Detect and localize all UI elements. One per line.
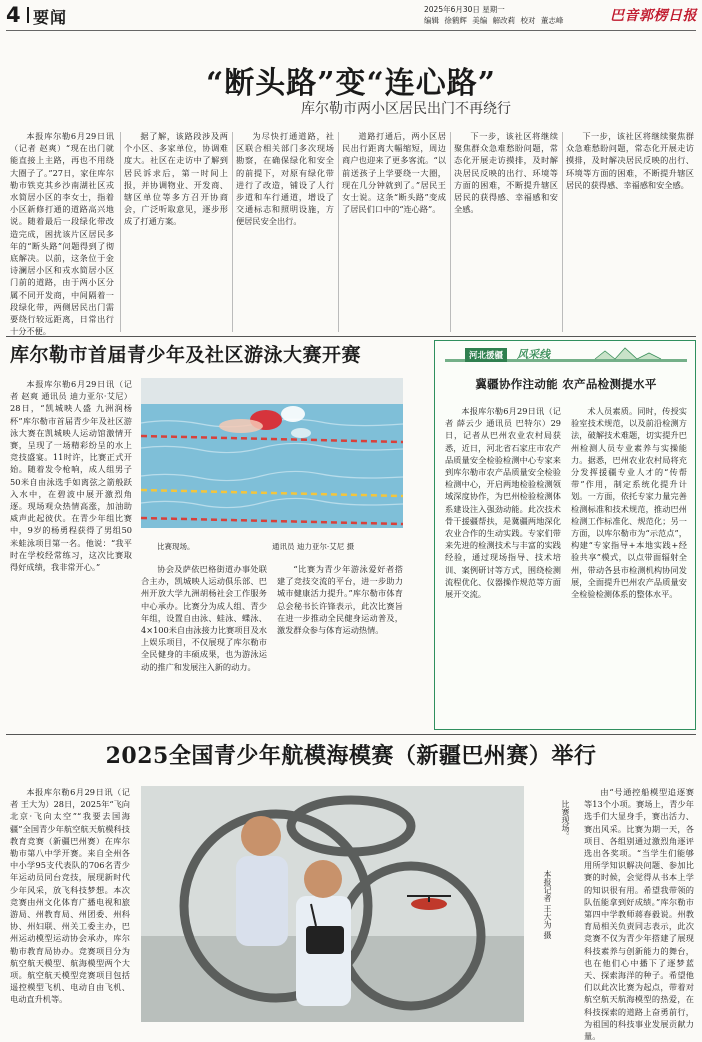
- sidebar-banner: [445, 345, 687, 367]
- sidebar-tag-secondary: 风采线: [517, 348, 550, 361]
- article3-photo-credit: [536, 800, 580, 960]
- page-header: [6, 4, 696, 28]
- article3-column: [10, 786, 130, 1024]
- editorial-credits: 编辑 徐鹤辉 美编 解改莉 校对 董志峰: [424, 16, 564, 25]
- article1-title: “断头路”变“连心路”: [205, 66, 497, 101]
- article2-column: [277, 563, 403, 730]
- article2-paragraph: “比赛为青少年游泳爱好者搭建了竞技交流的平台，进一步助力城市健康活力提升。”库尔勒市体育总会秘书长许锋表示，此次比赛旨在进一步推动全民健身运动普及，激发群众参与体育运动热情。: [277, 564, 403, 636]
- swimming-photo: [141, 378, 403, 528]
- article3-paragraph: 由“号通控船模型追逐赛等13个小项。赛场上，青少年选手们大显身手，赛出活力、赛出风采。比赛为期一天，各项目、各组别通过激烈角逐评选出各奖项。“当学生们能够用所学知识解决问题、参加比赛的时候，会觉得从书本上学的知识很有用。希望我带领的队伍能拿到好成绩。”库尔勒市第四中学教师蒋春毅说。州教育局相关负责同志表示，此次竞赛不仅为青少年搭建了展现科技素养与创新能力的舞台，也在他们心中播下了逐梦蓝天、探索海洋的种子。希望他们以此次比赛为起点，带着对航空航天航海模型的热爱，在科技探索的道路上奋勇前行，为祖国的科技事业发展贡献力量。: [584, 787, 694, 1042]
- article1-column: [236, 130, 334, 335]
- sidebar-hebei-aid: [434, 340, 696, 730]
- article1-paragraph: 下一步，该社区将继续聚焦群众急难愁盼问题，常态化开展走访摸排，及时解决居民反映的出行、环境等方面的困难，不断提升辖区居民的获得感、幸福感和安全感。: [566, 131, 694, 190]
- article1-column: [124, 130, 228, 335]
- sidebar-paragraph: 术人员素质。同时，传授实验室技术规范，以及前沿检测方法，破解技术难题，切实提升巴州检测人员专业素养与实操能力。据悉，巴州农业农村局将充分发挥援疆专业人才的“传帮带”作用，制定系统化提升计划。一方面，依托专家力量完善检测标准和技术规范，推动巴州检测工作标准化、规范化；另一方面，以库尔勒市为“示范点”，构建“专家指导+本地实践+经验共享”模式，以点带面辐射全州，带动各县市检测机构协同发展，全面提升巴州农产品质量安全检验检测体系的整体水平。: [571, 406, 687, 600]
- article2-column: [141, 563, 267, 730]
- article2-paragraph: 本报库尔勒6月29日讯（记者 赵爽 通讯员 迪力亚尔·艾尼）28日，“凯城映人盛 九洲润杨杯”库尔勒市首届青少年及社区游泳大赛在凯城映人运动馆激情开赛，呈现了一场精彩纷呈的水上竞技盛宴。11时许，比赛正式开始。随着发令枪响，成人组男子50米自由泳选手如离弦之箭般跃入水中，在碧波中展开激烈角逐。现场观众热情高涨，加油助威声此起彼伏。在青少年组比赛中，9岁的杨勇程获得了男组50米蛙泳项目第一名。他说：“我平时在学校经常练习，这次比赛取得好成绩，我非常开心。”: [10, 379, 132, 573]
- sidebar-title: 冀疆协作注动能 农产品检测提水平: [475, 377, 657, 391]
- article3-paragraph: 本报库尔勒6月29日讯（记者 王大为）28日，2025年“飞向北京·飞向太空”“我要去国海疆”全国青少年航空航天航模科技教育竞赛（新疆巴州赛）在库尔勒市第八中学开赛。来自全州各中小学95支代表队的706名青少年运动员同台竞技，展现新时代少年风采，放飞科技梦想。本次竞赛由州文化体育广播电视和旅游局、州教育局、州团委、州科协、州妇联、州关工委主办，巴州运动模型运动协会承办，库尔勒市教育局协办。竞赛项目分为航空航天模型、航海模型两个大项。航空航天模型竞赛项目包括遥控模型飞机、电动自由飞机、电动直升机等。: [10, 787, 130, 1005]
- photo-credit: 通讯员 迪力亚尔·艾尼 摄: [272, 542, 355, 551]
- article1-column: [566, 130, 694, 335]
- article1-column: [342, 130, 446, 335]
- article1-column: [454, 130, 558, 335]
- sidebar-paragraph: 本报库尔勒6月29日讯（记者 薛云少 通讯员 巴特尔）29日，记者从巴州农业农村局获悉，近日，河北省石家庄市农产品质量安全检验检测中心专家来到库尔勒市农产品质量安全检验检测中心，开启两地检验检测领域深度协作，为巴州检验检测体系建设注入强劲动能。此次技术骨干援疆帮扶，是冀疆两地深化农业合作的生动实践。专家们带来先进的检测技术与丰富的实践经验，通过现场指导、技术培训、案例研讨等方式，围绕检测流程优化、仪器操作规范等方面展开交流。: [445, 406, 561, 600]
- article1-subtitle: 库尔勒市两小区居民出门不再绕行: [301, 101, 511, 117]
- header-rule: [6, 30, 696, 31]
- page-number: 4: [6, 3, 21, 27]
- column-rule: [338, 132, 339, 332]
- column-rule: [450, 132, 451, 332]
- sidebar-column: [445, 405, 561, 725]
- column-rule: [562, 132, 563, 332]
- model-aircraft-photo: [141, 786, 524, 1022]
- article3-column: [584, 786, 694, 1042]
- section-name: 要闻: [33, 8, 68, 27]
- section-divider: [6, 336, 696, 337]
- header-separator: [27, 7, 29, 23]
- article2-paragraph: 协会及萨依巴格街道办事处联合主办，凯城映人运动俱乐部、巴州开放大学九洲胡杨社会工作服务中心承办。比赛分为成人组、青少年组，设置自由泳、蛙泳、蝶泳、4×100米自由泳接力比赛项目及水上娱乐项目，不仅展现了库尔勒市全民健身的丰硕成果，也为游泳运动的推广和发展注入新的动力。: [141, 564, 267, 672]
- photo-caption: 比赛现场。: [157, 542, 195, 551]
- column-rule: [120, 132, 121, 332]
- model-aircraft-illustration: [141, 786, 524, 1022]
- masthead-logo: 巴音郭楞日报: [610, 8, 697, 24]
- photo-caption: 比赛现场。: [561, 800, 570, 840]
- column-rule: [232, 132, 233, 332]
- issue-date: 2025年6月30日 星期一: [424, 5, 505, 14]
- article1-paragraph: 为尽快打通道路，社区联合相关部门多次现场勘察，在确保绿化和安全的前提下，对原有绿化带进行了改造，铺设了人行步道和车行通道，增设了交通标志和照明设施，方便居民安全出行。: [236, 131, 334, 227]
- photo-credit: 本报记者 王大为 摄: [543, 870, 552, 940]
- sidebar-tag: 河北援疆: [465, 348, 507, 362]
- swimming-photo-illustration: [141, 378, 403, 528]
- article1-column: [10, 130, 114, 335]
- article1-paragraph: 据了解，该路段涉及两个小区、多家单位，协调难度大。社区在走访中了解到居民诉求后，第一时间上报，并协调物业、开发商、辖区单位等多方召开协商会，广泛听取意见，逐步形成了打通方案。: [124, 131, 228, 227]
- article1-paragraph: 下一步，该社区将继续聚焦群众急难愁盼问题，常态化开展走访摸排，及时解决居民反映的出行、环境等方面的困难，不断提升辖区居民的获得感、幸福感和安全感。: [454, 131, 558, 215]
- article1-paragraph: 道路打通后，两小区居民出行距离大幅缩短，周边商户也迎来了更多客流。“以前送孩子上学要绕一大圈，现在几分钟就到了。”居民王女士说。这条“断头路”变成了居民们口中的“连心路”。: [342, 131, 446, 215]
- section-divider: [6, 734, 696, 735]
- article2-column: [10, 378, 132, 730]
- article1-paragraph: 本报库尔勒6月29日讯（记者 赵爽）“现在出门就能直接上主路，再也不用绕大圈子了。”27日，家住库尔勒市铁克其乡沙南湖社区戎水简居小区的李女士，指着小区新修打通的道路高兴地说。随着最后一段绿化带改造完成，困扰该片区居民多年的“断头路”问题得到了彻底解决。以前，这条位于金诗澜居小区和戎水简居小区门前的道路，由于两小区分属不同开发商，中间隔着一段绿化带，两侧居民出门需要绕行较远距离，日常出行十分不便。: [10, 131, 114, 337]
- sidebar-column: [571, 405, 687, 725]
- article2-title: 库尔勒市首届青少年及社区游泳大赛开赛: [10, 344, 362, 366]
- article3-title: 2025全国青少年航模海模赛（新疆巴州赛）举行: [105, 743, 597, 769]
